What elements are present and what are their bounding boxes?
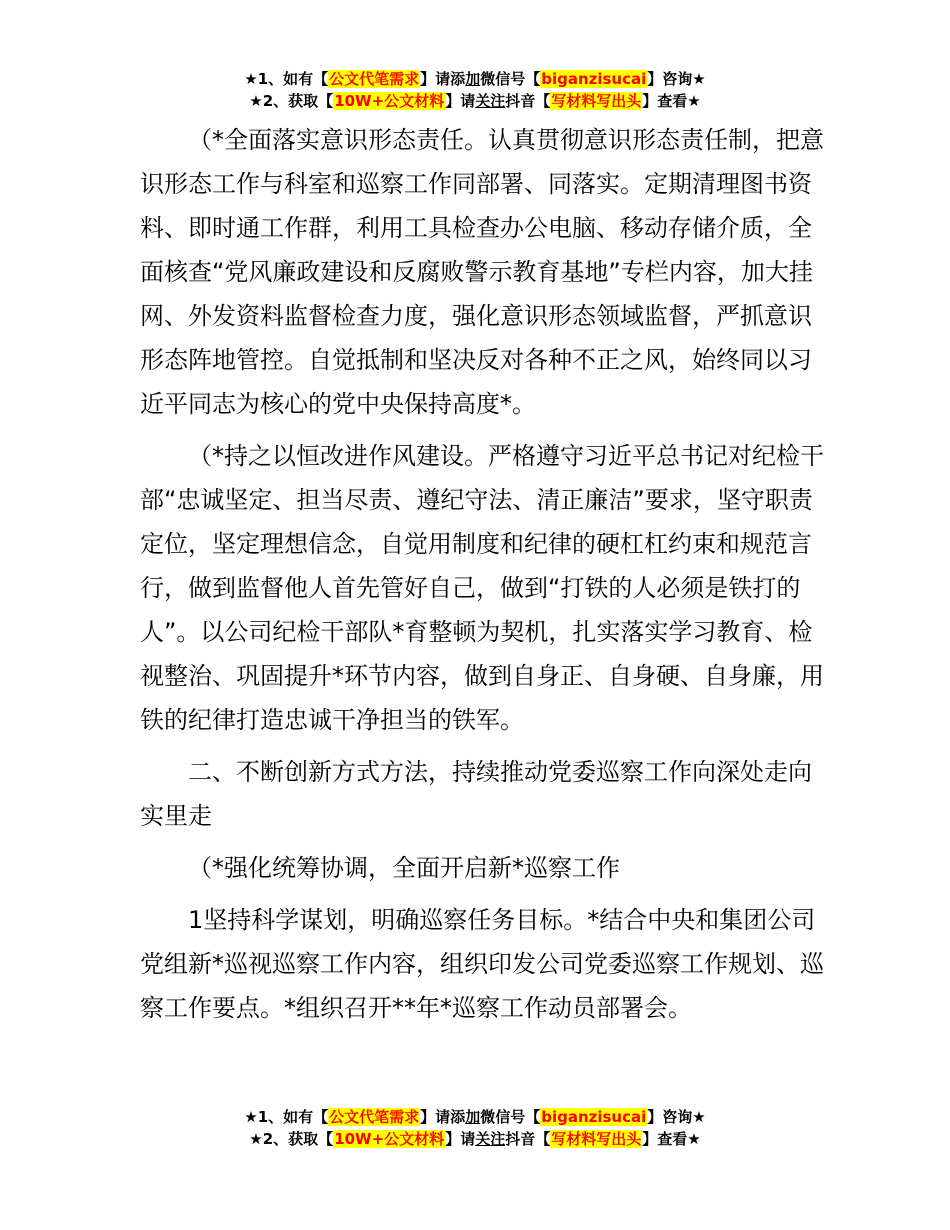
banner-text: 】咨询★ [647,1108,706,1126]
banner-text: 】咨询★ [647,70,706,88]
highlight-douyin-account: 写材料写出头 [551,92,642,110]
banner-line-2 [0,1128,950,1150]
paragraph-scientific-planning: 1坚持科学谋划，明确巡察任务目标。*结合中央和集团公司党组新*巡视巡察工作内容，组织印发公司党委巡察工作规划、巡察工作要点。*组织召开**年*巡察工作动员部署会。 [140,906,824,1022]
subsection-heading: （*强化统筹协调，全面开启新*巡察工作 [188,854,620,882]
banner-text: ★2、获取【 [249,1130,334,1148]
banner-text: 】查看★ [642,1130,701,1148]
highlight-materials: 10W+公文材料 [334,1130,445,1148]
paragraph-work-style: （*持之以恒改进作风建设。严格遵守习近平总书记对纪检干部“忠诚坚定、担当尽责、遵纪守法、清正廉洁”要求，坚守职责定位，坚定理想信念，自觉用制度和纪律的硬杠杠约束和规范言行，做到监督他人首先管好自己，做到“打铁的人必须是铁打的人”。以公司纪检干部队*育整顿为契机，扎实落实学习教育、检视整治、巩固提升*环节内容，做到自身正、自身硬、自身廉，用铁的纪律打造忠诚干净担当的铁军。 [140,442,824,734]
footer-banner [0,1106,950,1150]
banner-underlined-text: 关注 [475,92,506,110]
highlight-douyin-account: 写材料写出头 [551,1130,642,1148]
banner-text: 】请添 [420,1108,466,1126]
paragraph-ideology-responsibility: （*全面落实意识形态责任。认真贯彻意识形态责任制，把意识形态工作与科室和巡察工作同部署、同落实。定期清理图书资料、即时通工作群，利用工具检查办公电脑、移动存储介质，全面核查“党风廉政建设和反腐败警示教育基地”专栏内容，加大挂网、外发资料监督检查力度，强化意识形态领域监督，严抓意识形态阵地管控。自觉抵制和坚决反对各种不正之风，始终同以习近平同志为核心的党中央保持高度*。 [140,126,824,418]
banner-text: 微信号【 [480,70,541,88]
banner-underlined-text: 关注 [475,1130,506,1148]
banner-text: 】请 [445,1130,476,1148]
banner-text: ★2、获取【 [249,92,334,110]
banner-text: ★1、如有【 [244,70,329,88]
highlight-materials: 10W+公文材料 [334,92,445,110]
banner-text: 微信号【 [480,1108,541,1126]
banner-underlined-text: 加 [465,1108,481,1126]
banner-text: 抖音【 [505,1130,551,1148]
highlight-wechat-id: biganzisucai [541,70,647,88]
banner-underlined-text: 加 [465,70,481,88]
document-body [140,118,830,1038]
highlight-service: 公文代笔需求 [329,70,420,88]
highlight-wechat-id: biganzisucai [541,1108,647,1126]
header-banner [0,68,950,112]
banner-line-1 [0,1106,950,1128]
banner-text: 】请 [445,92,476,110]
banner-text: 】查看★ [642,92,701,110]
highlight-service: 公文代笔需求 [329,1108,420,1126]
banner-text: 】请添 [420,70,466,88]
banner-text: 抖音【 [505,92,551,110]
banner-line-1 [0,68,950,90]
banner-text: ★1、如有【 [244,1108,329,1126]
banner-line-2 [0,90,950,112]
section-heading-2: 二、不断创新方式方法，持续推动党委巡察工作向深处走向实里走 [140,758,812,830]
